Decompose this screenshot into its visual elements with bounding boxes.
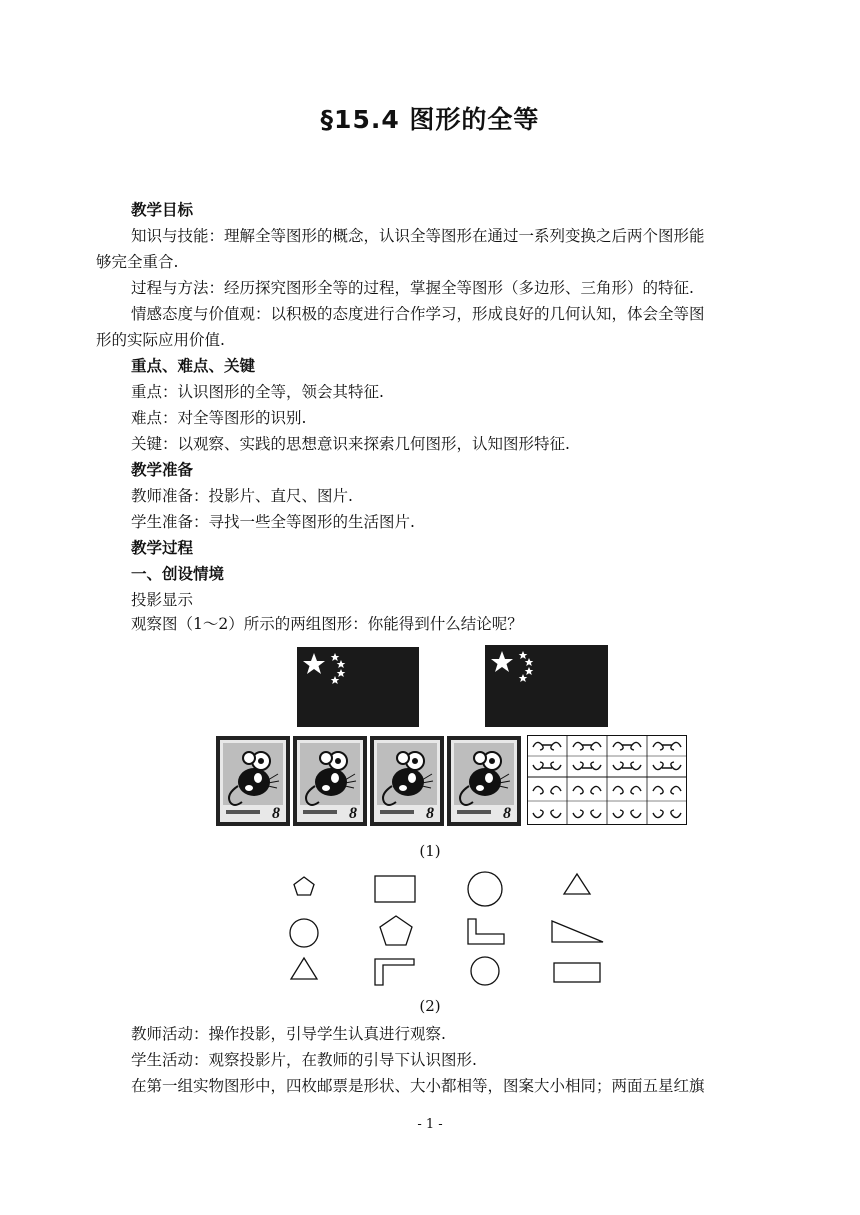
flag-right	[485, 645, 608, 727]
flag-left	[297, 647, 419, 727]
goal-emotion-text-cont: 形的实际应用价值.	[96, 331, 225, 349]
circle-small	[290, 919, 318, 947]
process-heading: 教学过程	[131, 539, 194, 557]
prep-heading: 教学准备	[131, 461, 194, 479]
page-title: §15.4 图形的全等	[320, 105, 540, 134]
rectangle-medium	[375, 876, 415, 902]
shapes-grid	[280, 868, 610, 992]
critical-point-text: 关键：以观察、实践的思想意识来探索几何图形，认知图形特征.	[131, 435, 570, 453]
keypoints-heading: 重点、难点、关键	[131, 357, 256, 375]
figure1-caption: (1)	[419, 842, 441, 860]
stamp-2	[293, 736, 367, 826]
circle-medium	[471, 957, 499, 985]
tile-pattern	[527, 735, 687, 825]
goal-knowledge-text: 知识与技能：理解全等图形的概念，认识全等图形在通过一系列变换之后两个图形能	[131, 227, 705, 245]
goal-process-text: 过程与方法：经历探究图形全等的过程，掌握全等图形（多边形、三角形）的特征.	[131, 279, 694, 297]
l-shape-2	[375, 959, 414, 985]
stamp-4	[447, 736, 521, 826]
goals-heading: 教学目标	[131, 201, 194, 219]
observe-text: 观察图（1～2）所示的两组图形：你能得到什么结论呢？	[131, 615, 523, 633]
right-triangle	[552, 921, 603, 942]
student-activity-text: 学生活动：观察投影片，在教师的引导下认识图形.	[131, 1051, 477, 1069]
l-shape-1	[468, 919, 504, 944]
conclusion-text: 在第一组实物图形中，四枚邮票是形状、大小都相等，图案大小相同；两面五星红旗	[131, 1077, 705, 1095]
goal-emotion-text: 情感态度与价值观：以积极的态度进行合作学习，形成良好的几何认知，体会全等图	[131, 305, 705, 323]
circle-large	[468, 872, 502, 906]
triangle-small-2	[291, 958, 317, 979]
stamp-1	[216, 736, 290, 826]
stamp-row	[216, 735, 526, 827]
page-number: - 1 -	[417, 1117, 443, 1132]
projection-text: 投影显示	[131, 591, 194, 609]
teacher-prep-text: 教师准备：投影片、直尺、图片.	[131, 487, 353, 505]
difficult-point-text: 难点：对全等图形的识别.	[131, 409, 307, 427]
goal-knowledge-text-cont: 够完全重合.	[96, 253, 179, 271]
student-prep-text: 学生准备：寻找一些全等图形的生活图片.	[131, 513, 415, 531]
triangle-small	[564, 874, 590, 894]
rectangle-wide	[554, 963, 600, 982]
stamp-3	[370, 736, 444, 826]
pentagon-small	[294, 877, 314, 895]
teacher-activity-text: 教师活动：操作投影，引导学生认真进行观察.	[131, 1025, 446, 1043]
part1-heading: 一、创设情境	[131, 565, 225, 583]
key-point-text: 重点：认识图形的全等，领会其特征.	[131, 383, 384, 401]
pentagon-large	[380, 916, 412, 945]
figure2-caption: (2)	[419, 997, 441, 1015]
